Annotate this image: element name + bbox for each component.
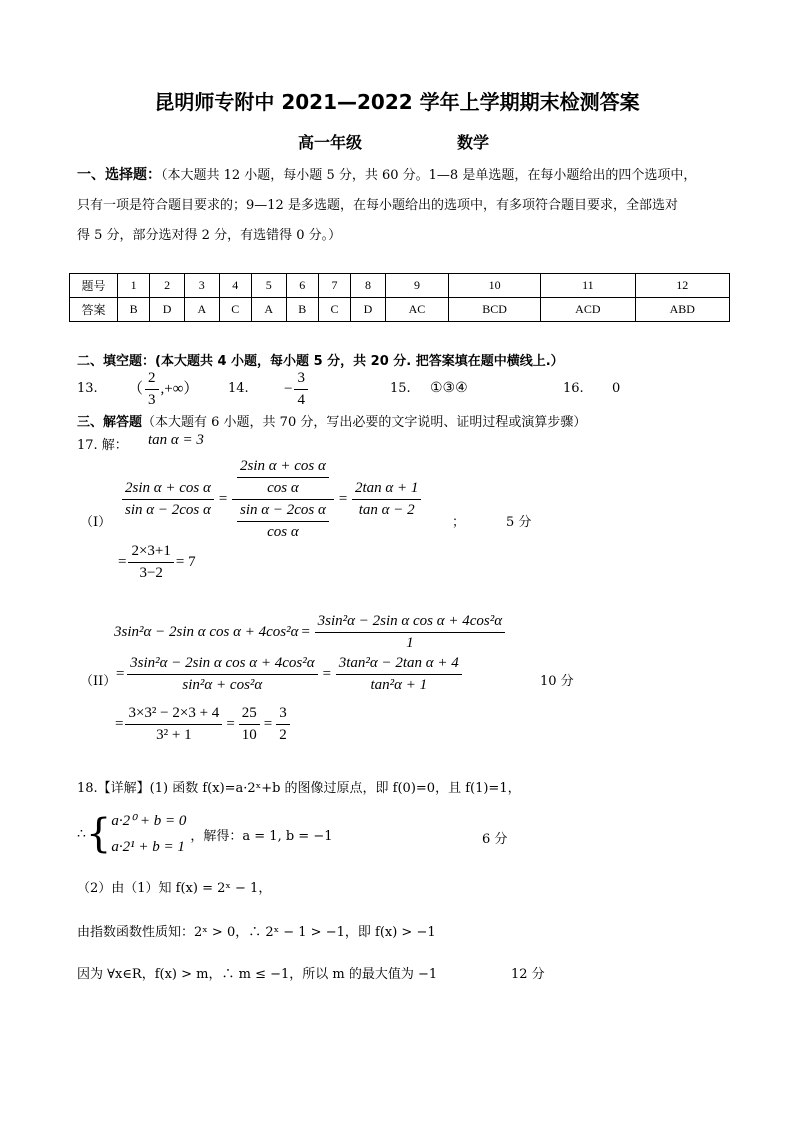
q13-fraction (145, 370, 159, 409)
table-cell: C (318, 298, 350, 322)
table-cell: BCD (449, 298, 541, 322)
table-cell: 11 (541, 274, 635, 298)
p1-inner-bot-den: cos α (267, 524, 299, 540)
p2-calc-res-den: 2 (279, 727, 287, 743)
p1-compound-fraction (232, 458, 334, 541)
p2-calc-fraction (125, 705, 222, 744)
q15-label: 15. (390, 381, 411, 396)
p1-lhs-den: sin α − 2cos α (125, 502, 211, 518)
p2-calc: = $\frac{\text{3×3² − 2×3 + 4}}{\text{3² + 1}}$ = $\frac{25}{10}$ = $\frac{3}{2}$ (115, 705, 292, 744)
p2-calc-num: 3×3² − 2×3 + 4 (125, 705, 222, 725)
p2-calc-den: 3² + 1 (156, 727, 192, 743)
table-cell: ACD (541, 298, 635, 322)
table-cell: 8 (351, 274, 386, 298)
document-title: 昆明师专附中 2021—2022 学年上学期期末检测答案 (154, 90, 640, 114)
p1-compound-den (232, 500, 334, 541)
table-cell: B (118, 298, 150, 322)
p2-calc-mid-num: 25 (239, 705, 260, 725)
p1-calc-fraction (128, 543, 173, 582)
section1-heading: 一、选择题： (77, 167, 161, 183)
p2-line1-den: 1 (406, 635, 414, 651)
section1-line1: （本大题共 12 小题，每小题 5 分，共 60 分。1—8 是单选题，在每小题给出的四个选项中， (161, 168, 697, 183)
section3-heading: 三、解答题 (77, 415, 143, 430)
section3-note: （本大题有 6 小题，共 70 分，写出必要的文字说明、证明过程或演算步骤） (142, 415, 587, 430)
q14-sign: − (284, 380, 293, 397)
p2-line2: = $\frac{\text{3sin²α − 2sin α cos α + 4cos²α}}{\text{sin²α + cos²α}}$ = $\frac{\text{3tan²α − 2tan α + 4}}{\text{tan²α + 1}}$ (115, 655, 464, 694)
table-cell: 4 (219, 274, 251, 298)
p2-line2-rden: tan²α + 1 (370, 677, 428, 693)
p1-inner-top (237, 458, 329, 497)
q18-system (77, 808, 332, 860)
p1-inner-top-num: 2sin α + cos α (237, 458, 329, 478)
table-cell: B (286, 298, 318, 322)
section1-line3: 得 5 分，部分选对得 2 分，有选错得 0 分。） (77, 228, 342, 243)
p2-line1-num: 3sin²α − 2sin α cos α + 4cos²α (315, 613, 505, 633)
table-row (70, 298, 730, 322)
p2-line1-fraction (315, 613, 505, 652)
grade-label: 高一年级 (298, 133, 363, 152)
p1-calc-den: 3−2 (139, 565, 163, 581)
q18-score2: 12 分 (511, 967, 545, 982)
table-cell: 6 (286, 274, 318, 298)
q18-eq1: a·2⁰ + b = 0 (111, 813, 187, 829)
q14-fraction (294, 370, 308, 409)
p2-line2-num: 3sin²α − 2sin α cos α + 4cos²α (127, 655, 317, 675)
p1-compound-num (232, 458, 334, 500)
q13-answer (128, 370, 198, 409)
q13-tail: ,+∞） (160, 380, 199, 397)
q13-label: 13. (77, 381, 98, 396)
answer-table (69, 273, 730, 322)
p1-calc-result: = 7 (175, 554, 196, 570)
q15-answer: ①③④ (430, 380, 468, 396)
p2-line1-lhs: 3sin²α − 2sin α cos α + 4cos²α (114, 624, 299, 640)
table-cell: 5 (251, 274, 286, 298)
q18-part2: （2）由（1）知 f(x) = 2ˣ − 1， (77, 881, 272, 896)
table-cell: 9 (385, 274, 448, 298)
q14-answer (284, 370, 310, 409)
table-cell: ABD (635, 298, 729, 322)
table-cell: 7 (318, 274, 350, 298)
p1-calc-num: 2×3+1 (128, 543, 173, 563)
q16-label: 16. (563, 381, 584, 396)
q18-score1: 6 分 (482, 832, 508, 847)
p2-line1: 3sin²α − 2sin α cos α + 4cos²α = $\frac{\text{3sin²α − 2sin α cos α + 4cos²α}}{1}$ (114, 613, 507, 652)
table-cell: A (251, 298, 286, 322)
q14-den: 4 (297, 392, 305, 408)
section1-intro (77, 160, 737, 251)
q18-eq2: a·2¹ + b = 1 (111, 839, 185, 855)
table-cell: C (219, 298, 251, 322)
table-cell: 12 (635, 274, 729, 298)
q14-num: 3 (294, 370, 308, 390)
p2-calc-mid-den: 10 (241, 727, 257, 743)
table-row (70, 274, 730, 298)
p2-line2-rnum: 3tan²α − 2tan α + 4 (336, 655, 462, 675)
q13-den: 3 (148, 392, 156, 408)
table-cell: D (351, 298, 386, 322)
q14-label: 14. (228, 381, 249, 396)
p2-calc-res-num: 3 (276, 705, 290, 725)
q13-open: （ (128, 380, 144, 397)
table-cell: 3 (184, 274, 219, 298)
table-cell: AC (385, 298, 448, 322)
part1-equation: $\frac{\text{2sin α + cos α}}{\text{sin α − 2cos α}}$ = $\frac{\frac{\text{2sin α + cos α}}{\text{cos α}}}{\frac{\text{sin α − 2cos α}}{\text{cos α}}}$ = $\frac{\text{2tan α + 1}}{\text{tan α − 2}}$ (120, 458, 423, 541)
p1-lhs-num: 2sin α + cos α (122, 480, 214, 500)
table-cell: 2 (150, 274, 185, 298)
subject-label: 数学 (457, 133, 490, 152)
p1-rhs-fraction (352, 480, 421, 519)
q17-given: tan α = 3 (148, 432, 204, 448)
table-cell: 10 (449, 274, 541, 298)
q16-answer: 0 (612, 381, 621, 396)
p1-inner-top-den: cos α (267, 480, 299, 496)
part1-label: （I） (80, 515, 112, 530)
p2-calc-result (276, 705, 290, 744)
p2-calc-mid (239, 705, 260, 744)
p1-lhs-fraction (122, 480, 214, 519)
q13-num: 2 (145, 370, 159, 390)
p1-calc: = $\frac{2\times 3+1}{3-2}$ = 7 (118, 543, 196, 581)
p1-rhs-num: 2tan α + 1 (352, 480, 421, 500)
table-cell: 答案 (70, 298, 118, 322)
q18-solve: ，解得：a = 1, b = −1 (190, 828, 333, 844)
q18-conclusion: 因为 ∀x∈R，f(x) > m，∴ m ≤ −1，所以 m 的最大值为 −1 (77, 967, 438, 982)
table-cell: 题号 (70, 274, 118, 298)
q17-label: 17. 解： (77, 438, 128, 453)
table-cell: 1 (118, 274, 150, 298)
p2-line2-rfraction (336, 655, 462, 694)
section2-heading: 二、填空题：(本大题共 4 小题，每小题 5 分，共 20 分. 把答案填在题中横线上.） (77, 354, 564, 369)
q18-property: 由指数函数性质知：2ˣ > 0，∴ 2ˣ − 1 > −1，即 f(x) > −1 (77, 925, 436, 940)
section1-line2: 只有一项是符合题目要求的；9—12 是多选题，在每小题给出的选项中，有多项符合题目要求，全部选对 (77, 198, 678, 213)
table-cell: A (184, 298, 219, 322)
part2-label: （II） (80, 674, 117, 689)
table-cell: D (150, 298, 185, 322)
p1-semicolon: ； (452, 515, 466, 530)
q18-equations (111, 808, 186, 860)
brace-symbol: { (85, 811, 112, 857)
therefore-symbol: ∴ (77, 826, 86, 842)
section3-heading-line (77, 411, 586, 430)
q18-intro: 18.【详解】(1) 函数 f(x)=a·2ˣ+b 的图像过原点，即 f(0)=0，且 f(1)=1， (77, 781, 521, 796)
p2-line2-fraction (127, 655, 317, 694)
p1-inner-bot-num: sin α − 2cos α (237, 502, 329, 522)
p1-rhs-den: tan α − 2 (358, 502, 415, 518)
p2-score: 10 分 (540, 674, 574, 689)
p1-inner-bot (237, 502, 329, 541)
p1-score: 5 分 (506, 515, 532, 530)
p2-line2-den: sin²α + cos²α (182, 677, 263, 693)
